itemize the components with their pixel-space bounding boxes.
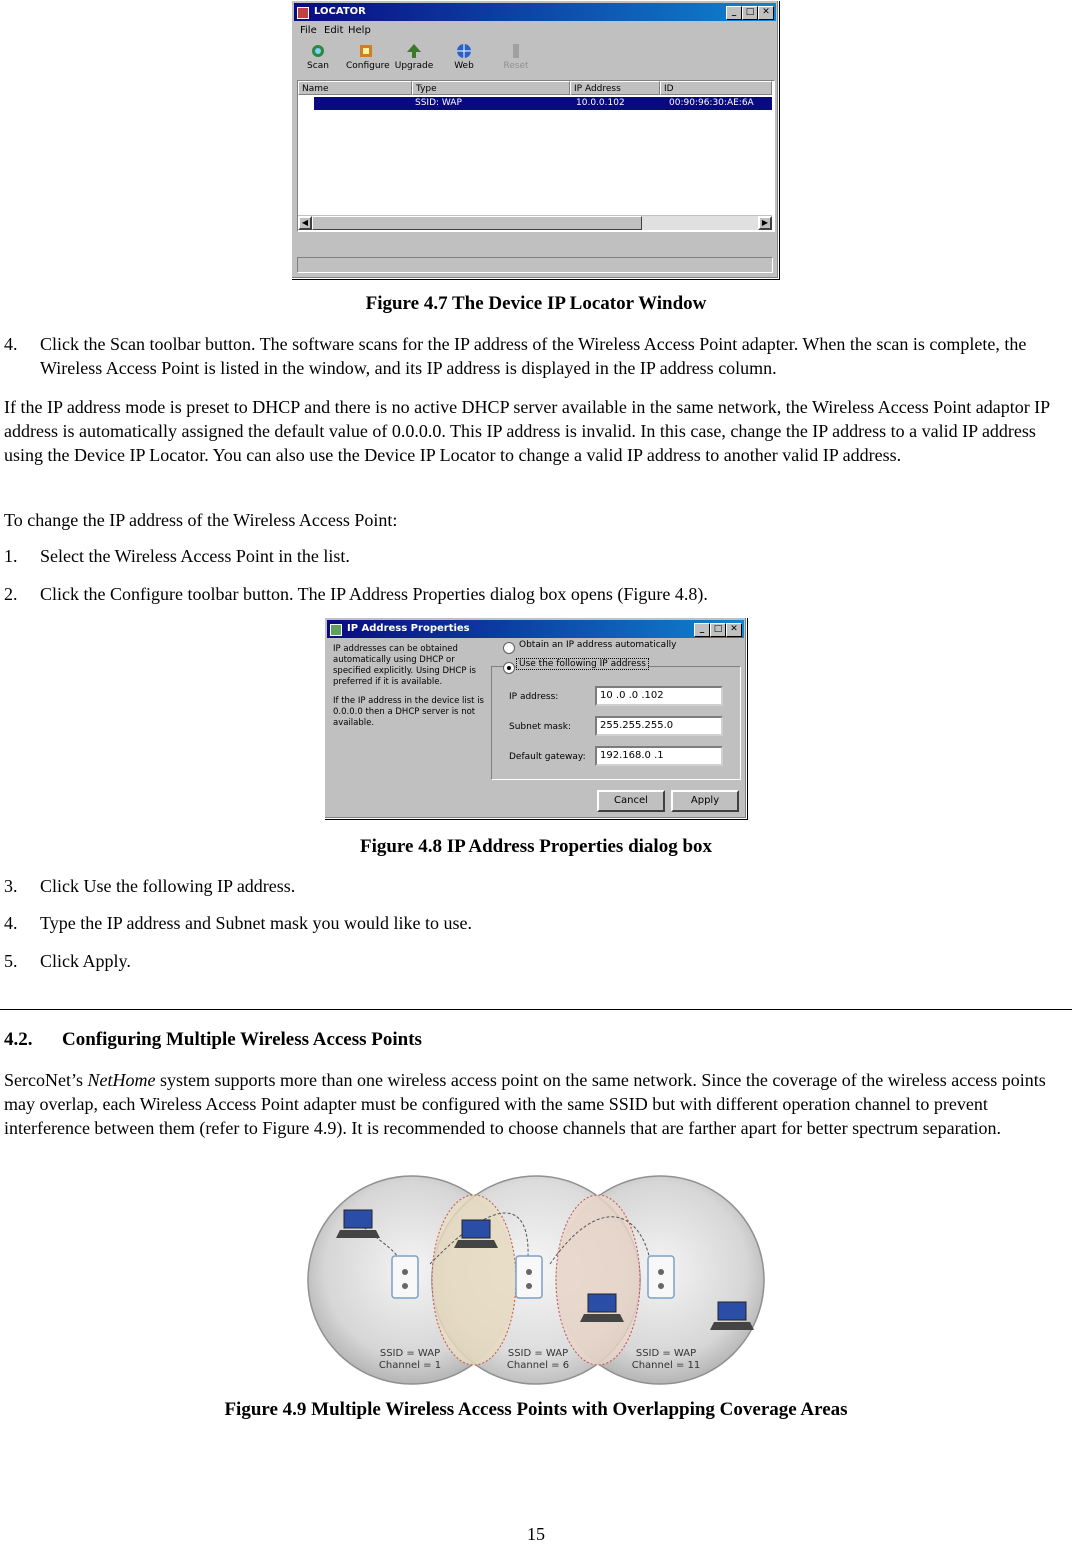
gateway-field[interactable]: 192.168.0 .1 — [595, 746, 723, 766]
ip-properties-dialog — [324, 617, 747, 819]
figure-4-7-caption: Figure 4.7 The Device IP Locator Window — [365, 293, 707, 314]
reset-icon — [507, 43, 525, 59]
scroll-left-button[interactable]: ◀ — [298, 216, 312, 230]
horizontal-scrollbar[interactable] — [298, 215, 772, 230]
paragraph-dhcp: If the IP address mode is preset to DHCP and there is no active DHCP server available in the same network, the Wireless Access Point adaptor IP address is automatically assigned the default value of 0.0.0.0. This IP address is invalid. In this case, change the IP address to a valid IP address using the Device IP Locator. You can also use the Device IP Locator to change a valid IP address to another valid IP address. — [4, 397, 1050, 465]
figure-4-9-caption: Figure 4.9 Multiple Wireless Access Points with Overlapping Coverage Areas — [224, 1399, 848, 1420]
radio-obtain-label: Obtain an IP address automatically — [519, 640, 677, 650]
cell-2-channel: Channel = 6 — [506, 1360, 570, 1371]
radio-obtain-automatically[interactable] — [503, 642, 515, 654]
app-icon — [297, 7, 309, 19]
access-point-3 — [648, 1256, 674, 1298]
dialog-title: IP Address Properties — [347, 623, 470, 634]
subnet-mask-label: Subnet mask: — [509, 722, 571, 732]
page-number: 15 — [527, 1524, 545, 1544]
radio-use-following-label: Use the following IP address — [519, 659, 646, 669]
row-id: 00:90:96:30:AE:6A — [669, 98, 754, 108]
window-title: LOCATOR — [314, 6, 366, 17]
dialog-titlebar — [327, 620, 744, 638]
section-number: 4.2. — [4, 1029, 33, 1050]
ip-address-label: IP address: — [509, 692, 559, 702]
apply-button[interactable]: Apply — [671, 790, 739, 812]
web-icon — [455, 43, 473, 59]
minimize-button[interactable]: _ — [726, 6, 742, 20]
locator-titlebar — [294, 3, 776, 21]
radio-use-following[interactable] — [503, 662, 515, 674]
scroll-thumb[interactable] — [312, 216, 642, 230]
column-ip-address[interactable]: IP Address — [570, 81, 660, 95]
cell-3-channel: Channel = 11 — [631, 1360, 701, 1371]
table-row[interactable] — [314, 97, 772, 110]
section-heading — [4, 1028, 422, 1052]
row-type: SSID: WAP — [415, 98, 462, 108]
section-title: Configuring Multiple Wireless Access Points — [62, 1029, 422, 1050]
web-button[interactable]: Web — [444, 43, 484, 71]
column-type[interactable]: Type — [412, 81, 570, 95]
scroll-right-button[interactable]: ▶ — [758, 216, 772, 230]
scan-icon — [309, 43, 327, 59]
step-3-use-following: 3. Click Use the following IP address. — [4, 876, 296, 896]
configure-button[interactable]: Configure — [346, 43, 386, 71]
row-ip: 10.0.0.102 — [576, 98, 625, 108]
step-1-select: 1. Select the Wireless Access Point in the list. — [4, 546, 350, 566]
cell-1-channel: Channel = 1 — [378, 1360, 442, 1371]
step-5-apply: 5. Click Apply. — [4, 951, 131, 971]
cell-3-ssid: SSID = WAP — [635, 1348, 697, 1359]
locator-window — [291, 0, 779, 279]
status-bar — [297, 257, 773, 273]
subnet-mask-field[interactable]: 255.255.255.0 — [595, 716, 723, 736]
dialog-maximize-button[interactable]: □ — [710, 623, 726, 637]
column-id[interactable]: ID — [660, 81, 772, 95]
reset-button[interactable]: Reset — [496, 43, 536, 71]
ip-address-field[interactable]: 10 .0 .0 .102 — [595, 686, 723, 706]
step-2-configure: 2. Click the Configure toolbar button. The IP Address Properties dialog box opens (Figure 4.8). — [4, 584, 708, 604]
paragraph-change-ip: To change the IP address of the Wireless Access Point: — [4, 510, 398, 530]
dialog-minimize-button[interactable]: _ — [694, 623, 710, 637]
cell-1-ssid: SSID = WAP — [379, 1348, 441, 1359]
configure-icon — [357, 43, 375, 59]
access-point-1 — [392, 1256, 418, 1298]
section-divider — [0, 1009, 1072, 1010]
coverage-diagram — [300, 1172, 772, 1386]
step-4-type-ip: 4. Type the IP address and Subnet mask you would like to use. — [4, 913, 473, 933]
menu-edit[interactable]: Edit — [324, 25, 344, 36]
upgrade-button[interactable]: Upgrade — [394, 43, 434, 71]
overlap-right-tint — [556, 1195, 640, 1365]
dialog-icon — [330, 624, 342, 636]
step-4-scan: 4. Click the Scan toolbar button. The software scans for the IP address of the Wireless Access Point adapter. When the scan is complete, the Wireless Access Point is listed in the window, and its IP address is displayed in the IP address column. — [4, 334, 1027, 378]
scan-button[interactable]: Scan — [298, 43, 338, 71]
column-name[interactable]: Name — [298, 81, 412, 95]
cancel-button[interactable]: Cancel — [597, 790, 665, 812]
figure-4-8-caption: Figure 4.8 IP Address Properties dialog box — [359, 836, 713, 857]
menu-file[interactable]: File — [300, 25, 317, 36]
upgrade-icon — [405, 43, 423, 59]
cell-2-ssid: SSID = WAP — [507, 1348, 569, 1359]
dhcp-info-text: IP addresses can be obtained automatically using DHCP or specified explicitly. Using DHCP is preferred if it is available. If the IP address in the device list is 0.0.0.0 then a DHCP server is not available. — [333, 644, 484, 728]
dialog-close-button[interactable]: ✕ — [726, 623, 742, 637]
maximize-button[interactable]: □ — [742, 6, 758, 20]
menu-help[interactable]: Help — [348, 25, 371, 36]
paragraph-multiple-access-points: SercoNet’s NetHome system supports more than one wireless access point on the same network. Since the coverage of the wireless access points may overlap, each Wireless Access Point adapter must be configured with the same SSID but with different operation channel to prevent interference between them (refer to Figure 4.9). It is recommended to choose channels that are farther apart for better spectrum separation. — [4, 1070, 1046, 1138]
gateway-label: Default gateway: — [509, 752, 586, 762]
product-name: NetHome — [87, 1070, 156, 1090]
close-button[interactable]: ✕ — [758, 6, 774, 20]
access-point-2 — [516, 1256, 542, 1298]
